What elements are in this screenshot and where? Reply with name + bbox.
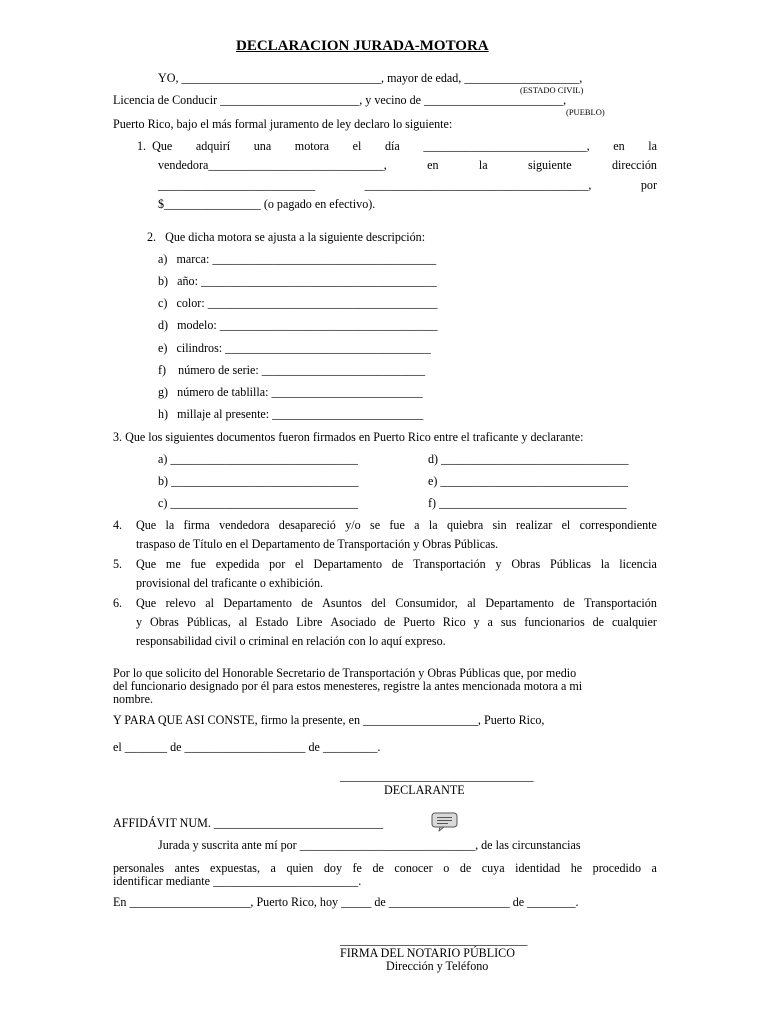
description-field-serie: f) número de serie: ___________________________ (158, 363, 426, 377)
description-field-tablilla: g) número de tablilla: _________________________ (158, 385, 423, 399)
request-line-3: nombre. (113, 692, 153, 706)
word: licencia (619, 557, 657, 571)
word: sus (500, 615, 517, 629)
item-1-row-3 (158, 178, 657, 192)
comment-icon[interactable] (431, 812, 458, 832)
word: Transportación (584, 596, 657, 610)
word: la (428, 518, 438, 532)
estado-civil-caption: (ESTADO CIVIL) (520, 85, 584, 95)
word: quiebra (446, 518, 484, 532)
word: Públicas (549, 557, 591, 571)
item-1-row-1 (137, 139, 657, 153)
word: y/o (345, 518, 361, 532)
word: desapareció (278, 518, 336, 532)
word: Transportación (412, 557, 486, 571)
affidavit-number: AFFIDÁVIT NUM. ____________________________ (113, 816, 384, 830)
item-2-heading: 2. Que dicha motora se ajusta a la siguiente descripción: (147, 230, 426, 244)
affidavit-line-4: En ____________________, Puerto Rico, hoy _____ de ____________________ de ________. (113, 895, 579, 909)
word: adquirí (195, 139, 231, 153)
word: relevo (165, 596, 196, 610)
word: al (205, 596, 214, 610)
word: la (478, 158, 488, 172)
word: del (371, 596, 386, 610)
notary-address-label: Dirección y Teléfono (386, 959, 489, 973)
word: firma (183, 518, 210, 532)
description-field-cilindros: e) cilindros: __________________________________ (158, 341, 431, 355)
word: conocer (394, 861, 433, 875)
affidavit-line-3: identificar mediante ________________________. (113, 874, 362, 888)
word: en (613, 139, 625, 153)
word: de (391, 557, 404, 571)
word: fue (190, 557, 206, 571)
word: Obras (511, 557, 541, 571)
word: fe (352, 861, 362, 875)
word: se (369, 518, 381, 532)
request-line-1: Por lo que solicito del Honorable Secretario de Transportación y Obras Públicas que, por medio (113, 666, 577, 680)
word: por (640, 178, 657, 192)
word: de (592, 615, 605, 629)
word: de (459, 861, 472, 875)
word: Puerto (403, 615, 435, 629)
word: a (414, 518, 420, 532)
word: en (427, 158, 439, 172)
document-title: DECLARACION JURADA-MOTORA (236, 38, 489, 54)
word: cualquier (611, 615, 657, 629)
word: por (269, 557, 286, 571)
word: Estado (255, 615, 289, 629)
closing-line-1: Y PARA QUE ASI CONSTE, firmo la presente, en ___________________, Puerto Rico, (113, 713, 545, 727)
word: de (383, 615, 396, 629)
word: vendedora (219, 518, 270, 532)
item-6-line-2 (136, 615, 657, 629)
word: _____________________________________, (364, 178, 592, 192)
word: el (295, 557, 304, 571)
word: __________________________ (158, 178, 316, 192)
word: de (372, 861, 384, 875)
document-field-e: e) _______________________________ (428, 474, 628, 488)
word: Públicas, (186, 615, 231, 629)
word: fue (389, 518, 405, 532)
pueblo-caption: (PUEBLO) (566, 107, 605, 117)
item-5-number: 5. (113, 557, 123, 571)
description-field-ano: b) año: _______________________________________ (158, 274, 437, 288)
word: cuya (481, 861, 505, 875)
word: vendedora_____________________________, (158, 158, 387, 172)
word: expedida (215, 557, 260, 571)
word: Departamento (485, 596, 554, 610)
word: y (136, 615, 143, 629)
word: quien (286, 861, 314, 875)
word: me (165, 557, 181, 571)
item-5-line-1 (136, 557, 657, 571)
closing-line-2: el _______ de ____________________ de _________. (113, 740, 381, 754)
description-field-modelo: d) modelo: ____________________________________ (158, 318, 438, 332)
word: de (301, 596, 313, 610)
word: al (238, 615, 248, 629)
word: realizar (515, 518, 553, 532)
intro-line-1: YO, _________________________________, mayor de edad, ___________________, (158, 71, 583, 85)
word: la (165, 518, 175, 532)
word: a (651, 861, 657, 875)
word: ___________________________, (423, 139, 590, 153)
item-5-line-2: provisional del traficante o exhibición. (136, 576, 324, 590)
description-field-marca: a) marca: _____________________________________ (158, 252, 437, 266)
word: doy (323, 861, 342, 875)
word: de (563, 596, 575, 610)
word: personales (113, 861, 165, 875)
word: correspondiente (579, 518, 657, 532)
item-4-line-1 (136, 518, 657, 532)
notary-signature-line: _______________________________ (340, 933, 528, 947)
word: y (473, 615, 480, 629)
word: día (384, 139, 400, 153)
word: expuestas, (209, 861, 261, 875)
word: al (467, 596, 476, 610)
description-field-millaje: h) millaje al presente: _________________________ (158, 407, 424, 421)
item-3-heading: 3. Que los siguientes documentos fueron firmados en Puerto Rico entre el traficante y declarante: (113, 430, 584, 444)
item-1-row-2 (158, 158, 657, 172)
document-field-b: b) _______________________________ (158, 474, 359, 488)
affidavit-line-2 (113, 861, 657, 875)
word: Obras (149, 615, 179, 629)
word: a (270, 861, 276, 875)
word: el (352, 139, 362, 153)
word: Asociado (330, 615, 377, 629)
request-line-2: del funcionario designado por él para estos menesteres, registre la antes mencionada motora a mi (113, 679, 583, 693)
word: Que (136, 596, 157, 610)
word: Rico (442, 615, 466, 629)
word: Que (136, 557, 157, 571)
word: sin (492, 518, 507, 532)
word: la (648, 139, 657, 153)
word: a (487, 615, 493, 629)
word: dirección (611, 158, 657, 172)
notary-signature-label: FIRMA DEL NOTARIO PÚBLICO (340, 946, 515, 960)
item-6-number: 6. (113, 596, 123, 610)
declarante-label: DECLARANTE (384, 783, 465, 797)
word: Que (136, 518, 157, 532)
word: Consumidor, (395, 596, 458, 610)
word: Asuntos (322, 596, 362, 610)
item-4-line-2: traspaso de Título en el Departamento de Transportación y Obras Públicas. (136, 537, 499, 551)
word: la (600, 557, 610, 571)
word: y (495, 557, 502, 571)
word: procedido (592, 861, 641, 875)
word: siguiente (527, 158, 572, 172)
document-field-f: f) _______________________________ (428, 496, 627, 510)
word: Libre (296, 615, 323, 629)
intro-line-3: Puerto Rico, bajo el más formal juramento de ley declaro lo siguiente: (113, 117, 453, 131)
document-field-d: d) _______________________________ (428, 452, 629, 466)
item-6-line-1 (136, 596, 657, 610)
intro-line-2: Licencia de Conducir _______________________, y vecino de _______________________, (113, 93, 567, 107)
word: identidad (515, 861, 561, 875)
description-field-color: c) color: ______________________________________ (158, 296, 438, 310)
item-6-line-3: responsabilidad civil o criminal en relación con lo aquí expreso. (136, 634, 446, 648)
word: motora (294, 139, 330, 153)
item-4-number: 4. (113, 518, 123, 532)
word: el (561, 518, 571, 532)
document-field-c: c) _______________________________ (158, 496, 358, 510)
document-field-a: a) _______________________________ (158, 452, 358, 466)
word: una (253, 139, 272, 153)
word: he (570, 861, 583, 875)
word: funcionarios (524, 615, 585, 629)
word: o (443, 861, 450, 875)
item-1-row-4: $________________ (o pagado en efectivo). (158, 197, 376, 211)
word: Departamento (223, 596, 292, 610)
declarante-signature-line: ________________________________ (340, 769, 534, 783)
affidavit-line-1: Jurada y suscrita ante mí por _____________________________, de las circunstancias (158, 838, 581, 852)
word: Departamento (313, 557, 382, 571)
word: antes (174, 861, 200, 875)
word: 1. Que (137, 139, 173, 153)
